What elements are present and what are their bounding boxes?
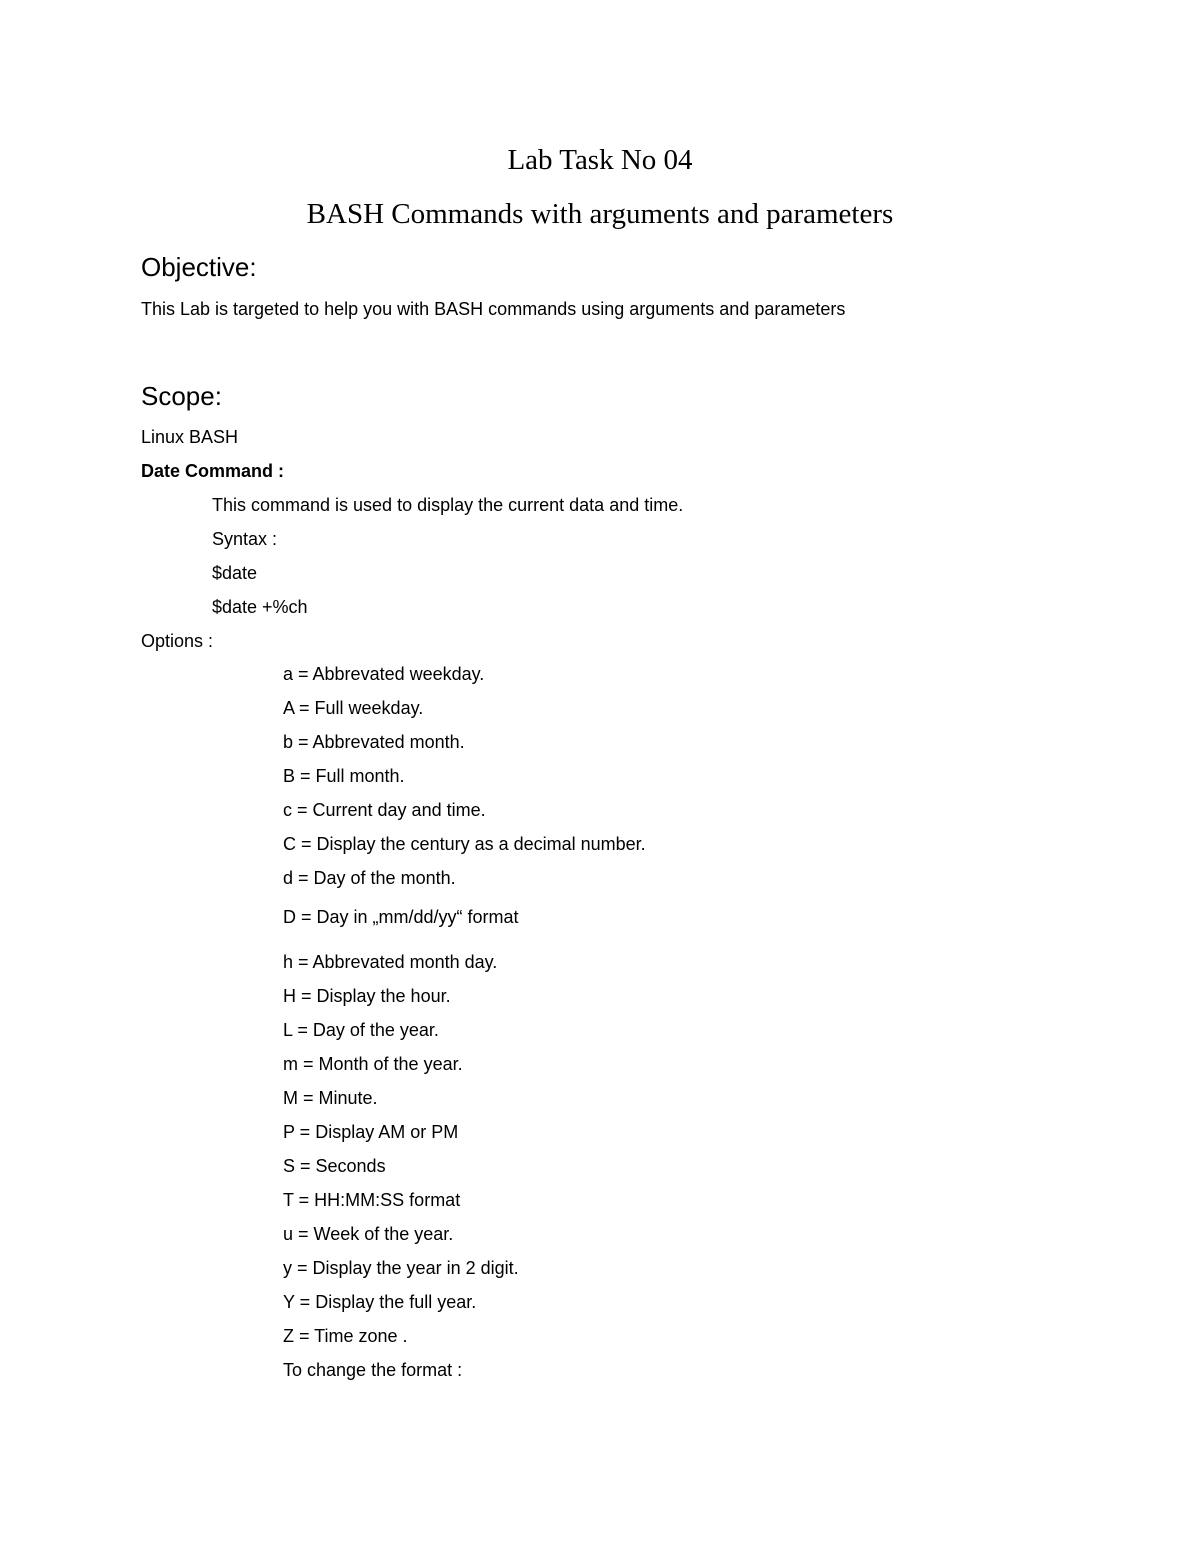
list-item: C = Display the century as a decimal number. (283, 834, 646, 854)
syntax-label: Syntax : (212, 529, 278, 549)
objective-heading: Objective: (141, 252, 257, 282)
list-item: L = Day of the year. (283, 1020, 439, 1040)
date-command-description: This command is used to display the current data and time. (212, 495, 684, 515)
objective-text: This Lab is targeted to help you with BASH commands using arguments and parameters (141, 299, 846, 319)
list-item: B = Full month. (283, 766, 405, 786)
list-item: c = Current day and time. (283, 800, 486, 820)
date-command-heading: Date Command : (141, 461, 285, 481)
list-item: m = Month of the year. (283, 1054, 463, 1074)
list-item: y = Display the year in 2 digit. (283, 1258, 519, 1278)
list-item: b = Abbrevated month. (283, 732, 465, 752)
page-subtitle: BASH Commands with arguments and parameters (306, 198, 894, 230)
list-item: u = Week of the year. (283, 1224, 454, 1244)
page-title: Lab Task No 04 (507, 144, 693, 176)
list-item: H = Display the hour. (283, 986, 451, 1006)
list-item: S = Seconds (283, 1156, 386, 1176)
list-item: M = Minute. (283, 1088, 378, 1108)
options-list (283, 663, 646, 1393)
list-item: D = Day in „mm/dd/yy“ format (283, 907, 519, 927)
scope-text: Linux BASH (141, 427, 239, 447)
options-label: Options : (141, 631, 214, 651)
list-item: T = HH:MM:SS format (283, 1190, 461, 1210)
list-item: A = Full weekday. (283, 698, 424, 718)
list-item: h = Abbrevated month day. (283, 952, 498, 972)
list-item: a = Abbrevated weekday. (283, 664, 485, 684)
syntax-line: $date +%ch (212, 597, 308, 617)
list-item: d = Day of the month. (283, 868, 456, 888)
list-item: Z = Time zone . (283, 1326, 408, 1346)
syntax-line: $date (212, 563, 258, 583)
list-item: To change the format : (283, 1360, 463, 1380)
scope-heading: Scope: (141, 381, 222, 411)
list-item: Y = Display the full year. (283, 1292, 477, 1312)
list-item: P = Display AM or PM (283, 1122, 459, 1142)
